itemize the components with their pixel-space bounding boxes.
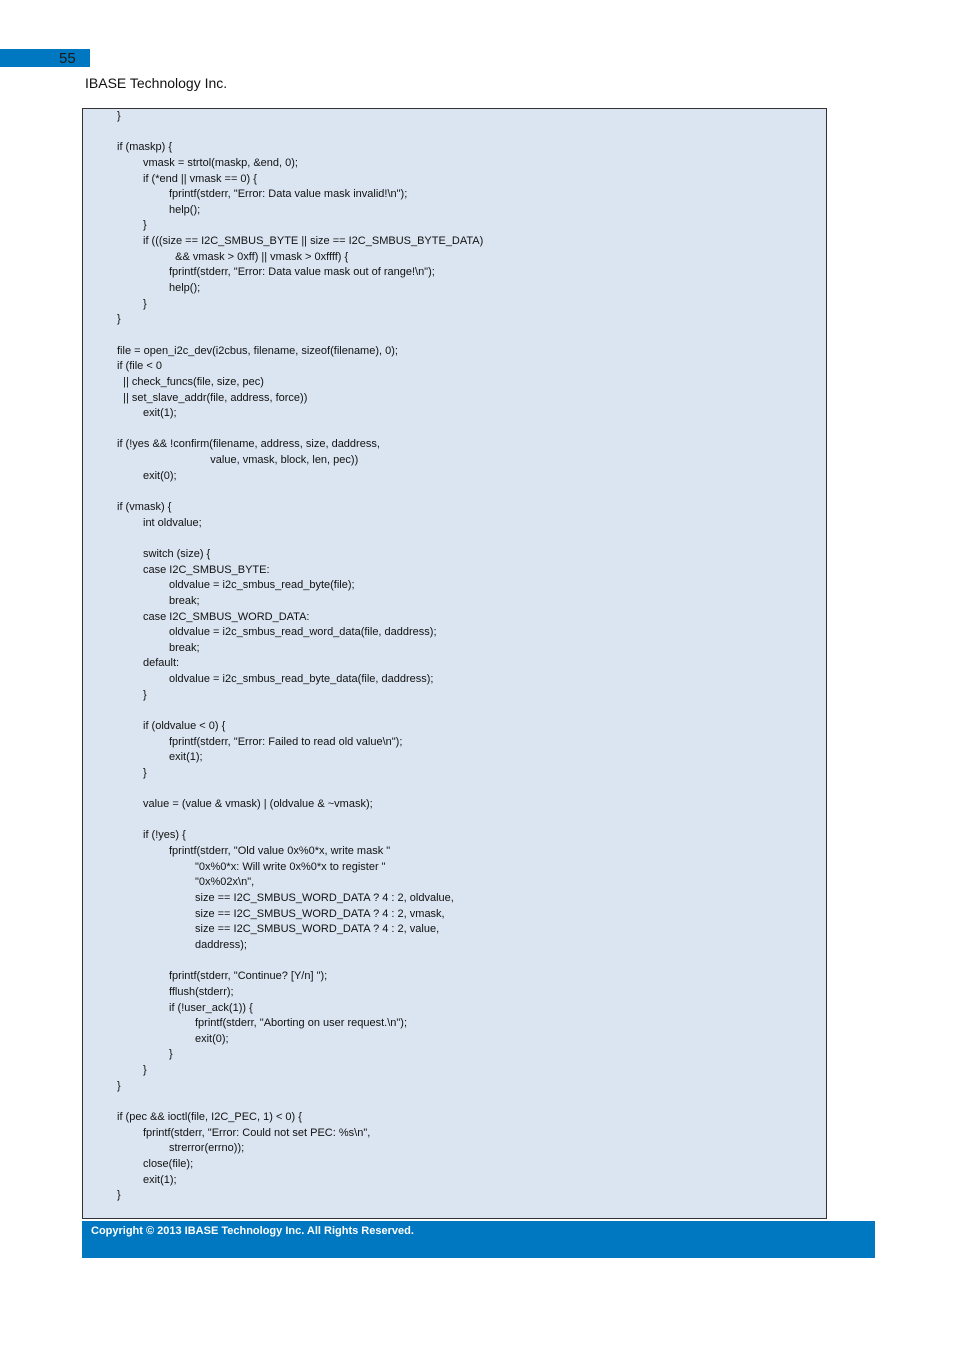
code-line: if (file < 0	[117, 360, 162, 373]
code-line: switch (size) {	[117, 547, 211, 560]
code-line: int oldvalue;	[117, 516, 202, 529]
code-line: help();	[117, 282, 201, 295]
code-line: }	[117, 219, 147, 232]
code-line: }	[117, 1048, 173, 1061]
code-line: oldvalue = i2c_smbus_read_word_data(file, daddress);	[117, 626, 437, 639]
code-line: break;	[117, 594, 200, 607]
copyright-notice: Copyright © 2013 IBASE Technology Inc. All Rights Reserved.	[91, 1225, 414, 1237]
code-line: && vmask > 0xff) || vmask > 0xffff) {	[117, 250, 349, 263]
code-line	[117, 1094, 826, 1110]
footer-bar	[82, 1221, 875, 1258]
page-number-tab	[0, 49, 90, 67]
code-line: if (maskp) {	[117, 141, 173, 154]
code-line: }	[117, 1189, 121, 1202]
code-line: exit(0);	[117, 469, 177, 482]
code-line: }	[117, 766, 147, 779]
code-line: || set_slave_addr(file, address, force))	[117, 391, 308, 404]
code-line: if (*end || vmask == 0) {	[117, 172, 257, 185]
code-line: case I2C_SMBUS_WORD_DATA:	[117, 610, 310, 623]
code-line: if (oldvalue < 0) {	[117, 719, 226, 732]
code-line	[117, 703, 826, 719]
page-number: 55	[59, 50, 76, 67]
code-line: }	[117, 313, 121, 326]
code-line: file = open_i2c_dev(i2cbus, filename, sizeof(filename), 0);	[117, 344, 398, 357]
code-line: fprintf(stderr, "Aborting on user request.\n");	[117, 1017, 408, 1030]
code-line: || check_funcs(file, size, pec)	[117, 375, 264, 388]
code-line: }	[117, 1064, 147, 1077]
code-line: vmask = strtol(maskp, &end, 0);	[117, 156, 298, 169]
code-line: oldvalue = i2c_smbus_read_byte(file);	[117, 579, 355, 592]
code-line	[117, 328, 826, 344]
code-line: fprintf(stderr, "Continue? [Y/n] ");	[117, 970, 328, 983]
code-line	[117, 125, 826, 141]
code-line: value, vmask, block, len, pec))	[117, 454, 359, 467]
code-line	[117, 782, 826, 798]
code-line: oldvalue = i2c_smbus_read_byte_data(file, daddress);	[117, 673, 434, 686]
code-line	[117, 484, 826, 500]
code-line	[117, 531, 826, 547]
code-line: help();	[117, 203, 201, 216]
code-line	[117, 813, 826, 829]
code-line	[117, 422, 826, 438]
code-line: exit(1);	[117, 1173, 177, 1186]
code-line: exit(1);	[117, 407, 177, 420]
code-line: close(file);	[117, 1157, 194, 1170]
code-line: }	[117, 297, 147, 310]
code-listing-box	[82, 108, 827, 1219]
code-line: case I2C_SMBUS_BYTE:	[117, 563, 270, 576]
code-line: default:	[117, 657, 180, 670]
code-line: size == I2C_SMBUS_WORD_DATA ? 4 : 2, vmask,	[117, 907, 445, 920]
code-line: "0x%02x\n",	[117, 876, 255, 889]
code-line: fprintf(stderr, "Error: Data value mask invalid!\n");	[117, 188, 408, 201]
code-line: if (!user_ack(1)) {	[117, 1001, 253, 1014]
code-line	[117, 954, 826, 970]
code-line: size == I2C_SMBUS_WORD_DATA ? 4 : 2, oldvalue,	[117, 892, 454, 905]
code-line: strerror(errno));	[117, 1142, 245, 1155]
code-line: if (((size == I2C_SMBUS_BYTE || size == I2C_SMBUS_BYTE_DATA)	[117, 235, 484, 248]
code-line: break;	[117, 641, 200, 654]
code-line: daddress);	[117, 938, 247, 951]
code-line: }	[117, 688, 147, 701]
code-listing	[117, 109, 826, 1204]
company-header: IBASE Technology Inc.	[85, 75, 228, 91]
code-line: exit(0);	[117, 1032, 229, 1045]
code-line: }	[117, 1079, 121, 1092]
code-line: if (vmask) {	[117, 501, 172, 514]
code-line: fprintf(stderr, "Old value 0x%0*x, write mask "	[117, 845, 391, 858]
code-line: value = (value & vmask) | (oldvalue & ~vmask);	[117, 798, 373, 811]
code-line: "0x%0*x: Will write 0x%0*x to register "	[117, 860, 386, 873]
code-line: fprintf(stderr, "Error: Could not set PEC: %s\n",	[117, 1126, 371, 1139]
code-line: exit(1);	[117, 751, 203, 764]
code-line: }	[117, 110, 121, 122]
code-line: size == I2C_SMBUS_WORD_DATA ? 4 : 2, value,	[117, 923, 440, 936]
code-line: fflush(stderr);	[117, 985, 234, 998]
code-line: fprintf(stderr, "Error: Data value mask out of range!\n");	[117, 266, 435, 279]
code-line: if (!yes && !confirm(filename, address, size, daddress,	[117, 438, 380, 451]
code-line: if (pec && ioctl(file, I2C_PEC, 1) < 0) {	[117, 1111, 302, 1123]
code-line: if (!yes) {	[117, 829, 186, 842]
code-line: fprintf(stderr, "Error: Failed to read old value\n");	[117, 735, 403, 748]
